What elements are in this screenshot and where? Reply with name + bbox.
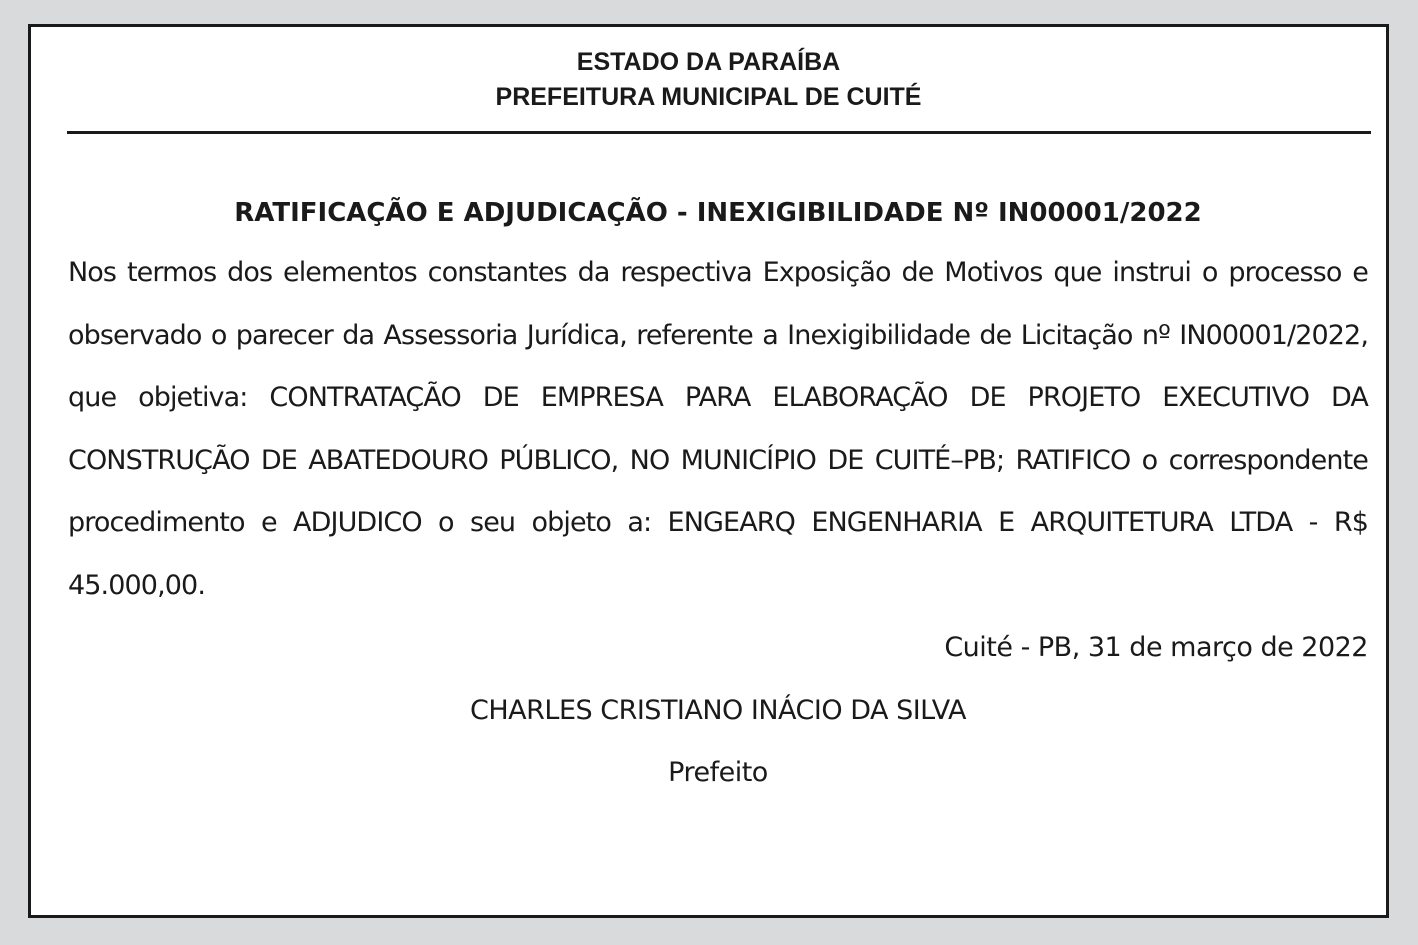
notice-content	[68, 193, 1368, 805]
header-municipality: PREFEITURA MUNICIPAL DE CUITÉ	[495, 83, 922, 111]
signer-name: CHARLES CRISTIANO INÁCIO DA SILVA	[470, 694, 966, 726]
notice-box	[28, 24, 1389, 918]
header-divider	[67, 131, 1371, 134]
header	[31, 45, 1386, 115]
date-line: Cuité - PB, 31 de março de 2022	[944, 632, 1368, 663]
notice-title: RATIFICAÇÃO E ADJUDICAÇÃO - INEXIGIBILIDADE Nº IN00001/2022	[234, 198, 1202, 228]
header-state: ESTADO DA PARAÍBA	[576, 48, 841, 76]
signer-role: Prefeito	[668, 757, 768, 788]
notice-body: Nos termos dos elementos constantes da respectiva Exposição de Motivos que instrui o processo e observado o parecer da Assessoria Jurídica, referente a Inexigibilidade de Licitação nº IN00001/2022, que objetiva: CONTRATAÇÃO DE EMPRESA PARA ELABORAÇÃO DE PROJETO EXECUTIVO DA CONSTRUÇÃO DE ABATEDOURO PÚBLICO, NO MUNICÍPIO DE CUITÉ–PB; RATIFICO o correspondente procedimento e ADJUDICO o seu objeto a: ENGEARQ ENGENHARIA E ARQUITETURA LTDA - R$ 45.000,00.	[68, 257, 1368, 601]
